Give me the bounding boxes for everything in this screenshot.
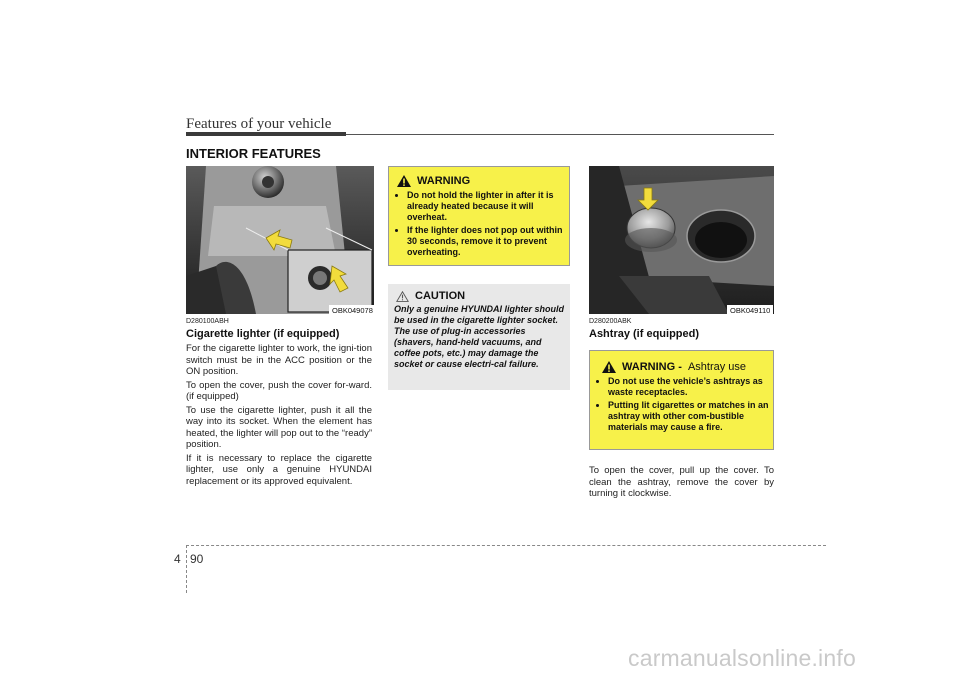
cigarette-lighter-body bbox=[186, 343, 372, 489]
page-number: 90 bbox=[190, 552, 204, 566]
warning-item: • Do not hold the lighter in after it is already heated because it will overheat. bbox=[407, 190, 565, 223]
cigarette-lighter-heading: Cigarette lighter (if equipped) bbox=[186, 328, 340, 340]
warning-header bbox=[397, 175, 565, 187]
cigarette-lighter-illustration bbox=[186, 166, 374, 314]
warning-list bbox=[393, 190, 565, 258]
section-code-left: D280100ABH bbox=[186, 318, 229, 325]
photo-caption-left: OBK049078 bbox=[329, 305, 376, 316]
header-rule-dark bbox=[186, 132, 346, 136]
ashtray-warning-list bbox=[594, 376, 769, 433]
ashtray-body: To open the cover, pull up the cover. To clean the ashtray, remove the cover by turning it clockwise. bbox=[589, 465, 774, 499]
warning-item: • Do not use the vehicle’s ashtrays as waste receptacles. bbox=[608, 376, 769, 398]
watermark: carmanualsonline.info bbox=[628, 645, 856, 671]
warning-box bbox=[388, 166, 570, 266]
footer-rule bbox=[186, 545, 826, 546]
warning-title: WARNING bbox=[417, 175, 471, 187]
cigarette-lighter-photo bbox=[186, 166, 374, 314]
ashtray-warning-header bbox=[602, 361, 769, 373]
ashtray-warning-box bbox=[589, 350, 774, 450]
ashtray-photo bbox=[589, 166, 774, 314]
caution-text: Only a genuine HYUNDAI lighter should be used in the cigarette lighter socket. The use of plug-in accessories (shavers, hand-held vacuums, and coffee pots, etc.) may damage the socket or cause electri-cal failure. bbox=[394, 304, 565, 369]
body-paragraph: To use the cigarette lighter, push it all the way into its socket. When the element has heated, the lighter will pop out to the “ready” position. bbox=[186, 404, 372, 450]
ashtray-illustration bbox=[589, 166, 774, 314]
body-paragraph: To open the cover, push the cover for-ward. (if equipped) bbox=[186, 379, 372, 402]
ashtray-heading: Ashtray (if equipped) bbox=[589, 328, 700, 340]
body-paragraph: For the cigarette lighter to work, the igni-tion switch must be in the ACC position or the ON position. bbox=[186, 343, 372, 377]
page-header-title: Features of your vehicle bbox=[186, 116, 332, 132]
warning-item: • If the lighter does not pop out within 30 seconds, remove it to prevent overheating. bbox=[407, 225, 565, 258]
warning-item: • Putting lit cigarettes or matches in an ashtray with other com-bustible materials may cause a fire. bbox=[608, 400, 769, 433]
section-title: INTERIOR FEATURES bbox=[186, 146, 321, 161]
caution-triangle-icon bbox=[396, 291, 409, 302]
photo-caption-right: OBK049110 bbox=[727, 305, 773, 316]
ashtray-warning-title: WARNING - bbox=[622, 361, 685, 373]
caution-box bbox=[388, 284, 570, 390]
ashtray-warning-subtitle: Ashtray use bbox=[687, 361, 747, 373]
body-paragraph: If it is necessary to replace the cigarette lighter, use only a genuine HYUNDAI replacement or its approved equivalent. bbox=[186, 452, 372, 487]
footer-vertical-rule bbox=[186, 545, 187, 593]
caution-title: CAUTION bbox=[415, 290, 466, 302]
warning-triangle-icon bbox=[602, 361, 616, 373]
caution-header bbox=[396, 290, 564, 302]
warning-triangle-icon bbox=[397, 175, 411, 187]
section-code-right: D280200ABK bbox=[589, 318, 632, 325]
header-rule bbox=[346, 134, 774, 135]
chapter-number: 4 bbox=[174, 552, 181, 566]
